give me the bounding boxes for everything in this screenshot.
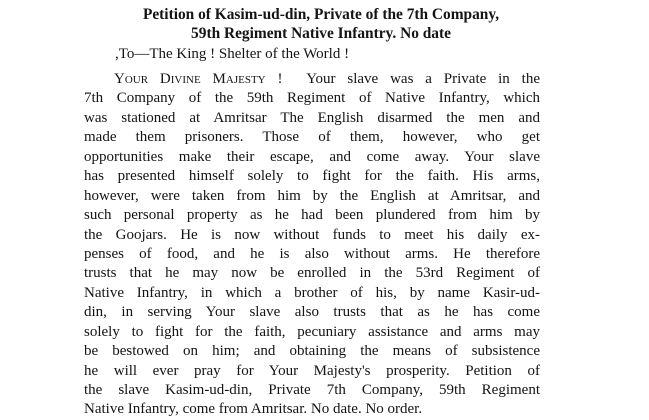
body-line: he will ever pray for Your Majesty's prosperity. Petition of <box>84 362 540 379</box>
petition-title-line-1: Petition of Kasim-ud-din, Private of the 7th Company, <box>142 6 500 23</box>
salutation: Your Divine Majesty ! <box>114 71 283 87</box>
body-line: penses of food, and he is also without arms. He therefore <box>84 245 540 262</box>
body-line: trusts that he may now be enrolled in the 53rd Regiment of <box>84 265 540 282</box>
petition-body <box>84 70 540 420</box>
body-line: has presented himself solely to fight for the faith. His arms, <box>84 168 540 185</box>
body-line: made them prisoners. Those of them, however, who get <box>84 129 540 146</box>
body-line: din, in serving Your slave also trusts that as he has come <box>84 304 540 321</box>
petition-title-line-2: 59th Regiment Native Infantry. No date <box>191 25 451 42</box>
body-line: was stationed at Amritsar The English disarmed the men and <box>84 109 540 126</box>
body-line-last: Native Infantry, come from Amritsar. No date. No order. <box>84 401 423 418</box>
address-line: ,To—The King ! Shelter of the World ! <box>115 46 350 62</box>
body-line: such personal property as he had been plundered from him by <box>84 207 540 224</box>
body-line: opportunities make their escape, and come away. Your slave <box>84 148 540 165</box>
body-line: however, were taken from him by the English at Amritsar, and <box>84 187 540 204</box>
body-line: 7th Company of the 59th Regiment of Native Infantry, which <box>84 90 540 107</box>
body-line: the Goojars. He is now without funds to meet his daily ex- <box>84 226 540 243</box>
body-line: be bestowed on him; and obtaining the means of subsistence <box>84 343 540 360</box>
body-line: Native Infantry, in which a brother of his, by name Kasir-ud- <box>84 284 540 301</box>
body-line <box>84 70 540 89</box>
first-line-rest: Your slave was a Private in the <box>306 71 540 87</box>
body-line: the slave Kasim-ud-din, Private 7th Company, 59th Regiment <box>84 382 540 398</box>
body-line: solely to fight for the faith, pecuniary assistance and arms may <box>84 323 540 340</box>
